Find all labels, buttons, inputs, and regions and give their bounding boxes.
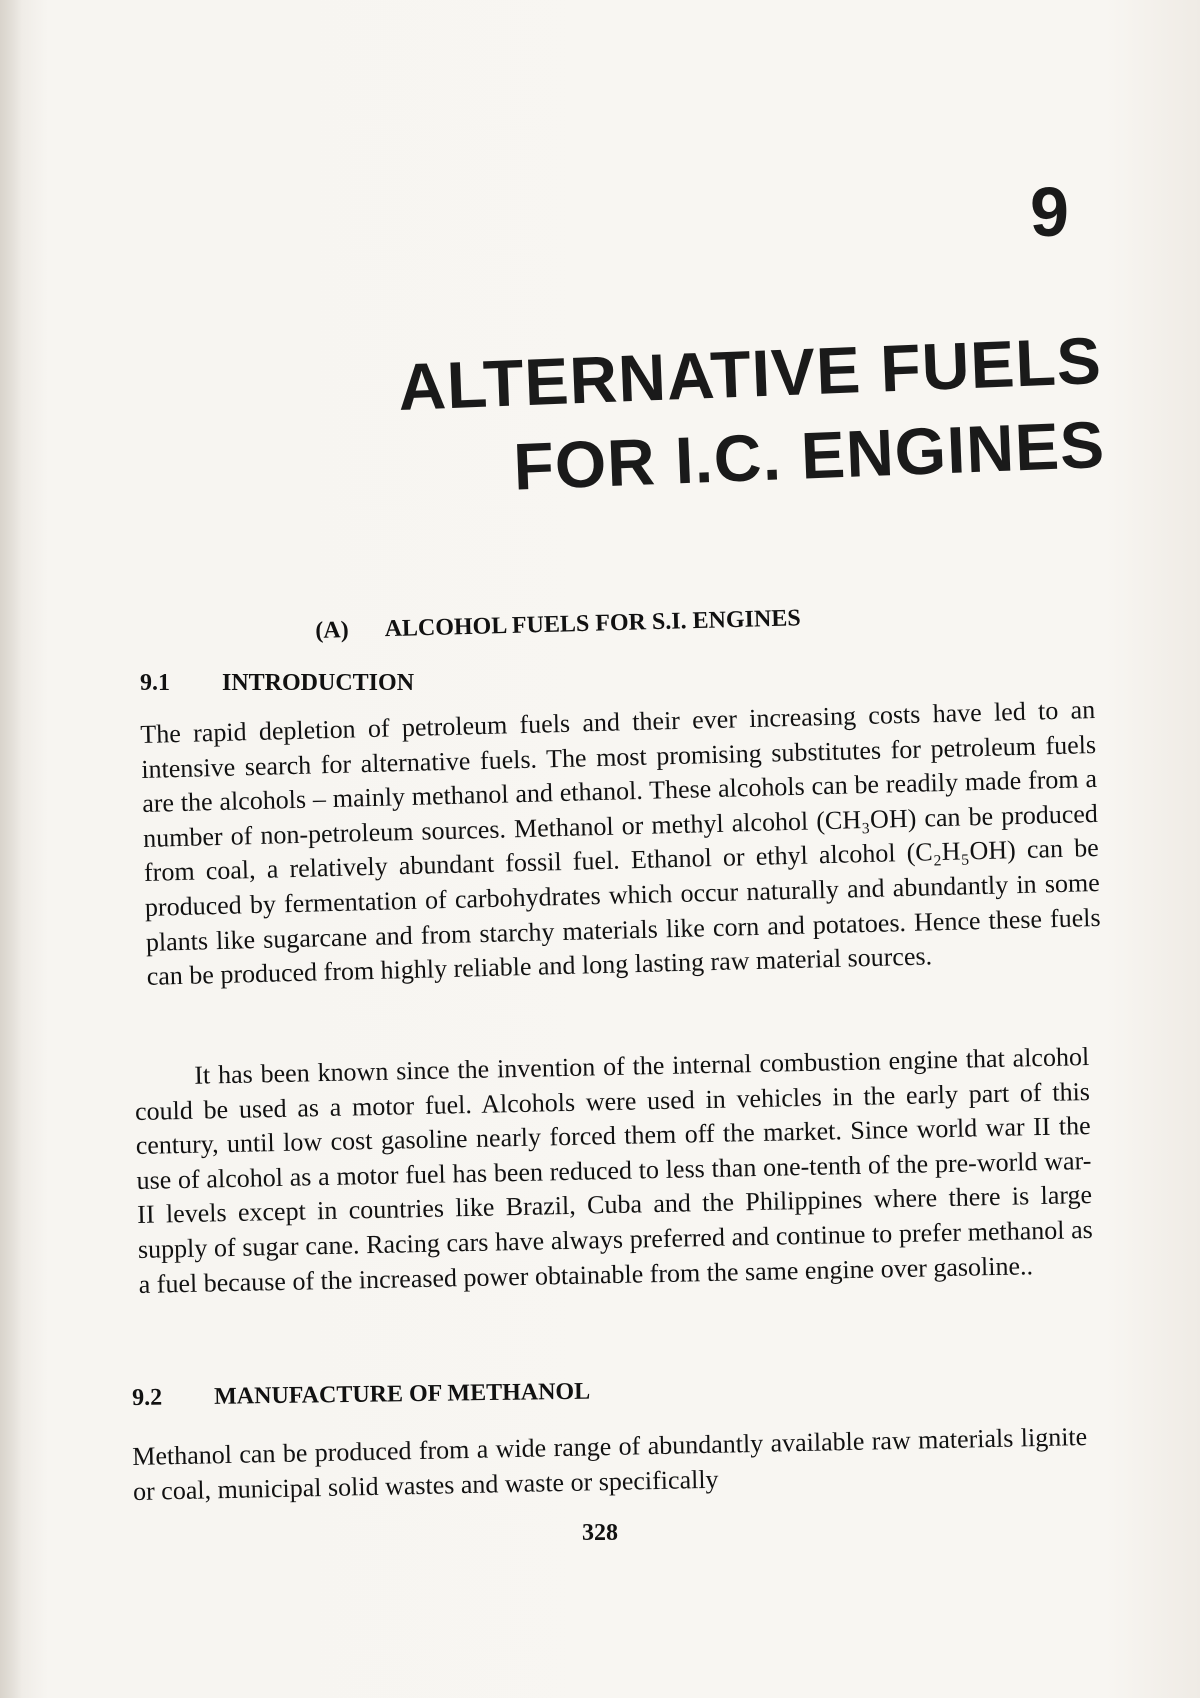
chapter-number: 9 <box>1030 173 1069 251</box>
chapter-title <box>301 318 1107 517</box>
part-label: (A) <box>315 617 349 644</box>
section-heading <box>140 670 414 697</box>
chapter-title-line-1: ALTERNATIVE FUELS <box>396 322 1104 424</box>
paragraph: It has been known since the invention of the internal combustion engine that alcohol could be used as a motor fuel. Alcohols were used in vehicles in the early part of this century, until low cost gasoline nearly forced them off the market. Since world war II the use of alcohol as a motor fuel has been reduced to less than one-tenth of the pre-world war-II levels except in countries like Brazil, Cuba and the Philippines where there is large supply of sugar cane. Racing cars have always preferred and continue to prefer methanol as a fuel because of the increased power obtainable from the same engine over gasoline.. <box>134 1041 1094 1299</box>
section-number: 9.2 <box>132 1384 163 1411</box>
binding-shadow <box>0 0 22 1698</box>
part-title: ALCOHOL FUELS FOR S.I. ENGINES <box>384 605 801 643</box>
chapter-title-line-2: FOR I.C. ENGINES <box>512 406 1107 504</box>
part-heading <box>315 605 801 645</box>
paragraph: The rapid depletion of petroleum fuels and their ever increasing costs have led to an intensive search for alternative fuels. The most promising substitutes for petroleum fuels are the alcohols – mainly methanol and ethanol. These alcohols can be readily made from a number of non-petroleum sources. Methanol or methyl alcohol (CH₃OH) can be produced from coal, a relatively abundant fossil fuel. Ethanol or ethyl alcohol (C₂H₅OH) can be produced by fermentation of carbohydrates which occur naturally and abundantly in some plants like sugarcane and from starchy materials like corn and potatoes. Hence these fuels can be produced from highly reliable and long lasting raw material sources. <box>140 695 1101 992</box>
section-heading <box>132 1379 590 1412</box>
section-number: 9.1 <box>140 670 170 696</box>
paragraph: Methanol can be produced from a wide range of abundantly available raw materials lignite or coal, municipal solid wastes and waste or specifically <box>132 1421 1088 1506</box>
section-title: INTRODUCTION <box>222 670 415 696</box>
section-title: MANUFACTURE OF METHANOL <box>213 1378 591 1410</box>
page-number: 328 <box>582 1520 618 1546</box>
